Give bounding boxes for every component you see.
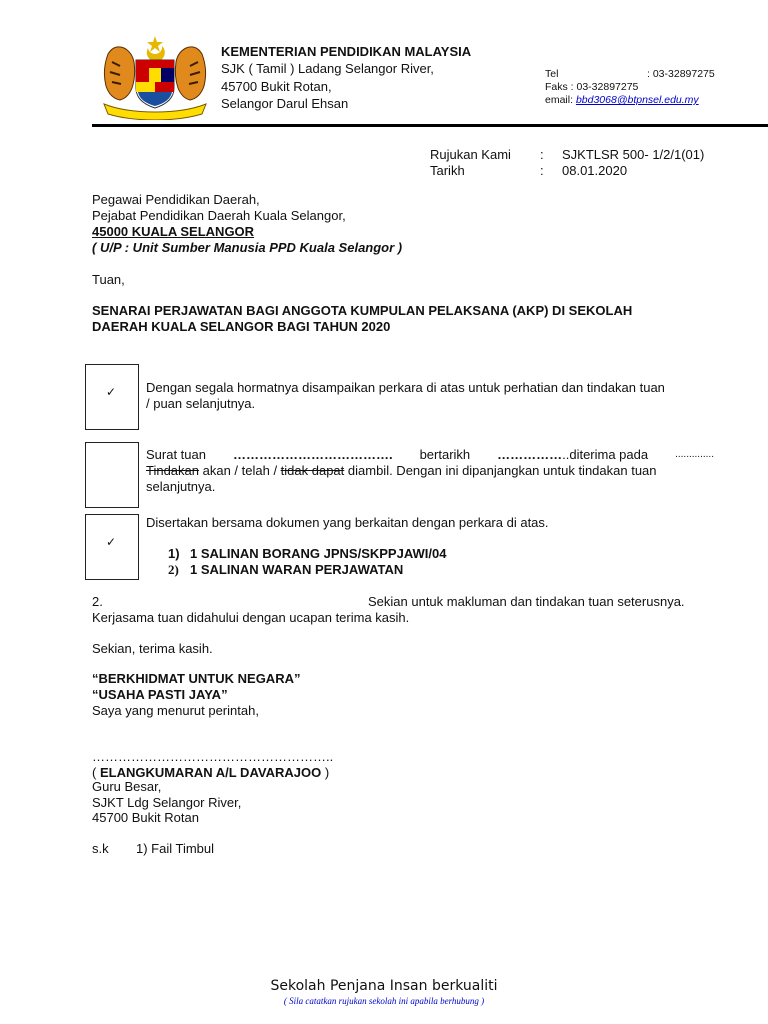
box3-text [146,515,714,531]
para2-text-a: Sekian untuk makluman dan tindakan tuan seterusnya. [368,594,685,609]
enclosure-item-2 [168,562,403,578]
perintah: Saya yang menurut perintah, [92,703,259,718]
enclosure-item-2-text: 1 SALINAN WARAN PERJAWATAN [190,562,404,577]
para2-number: 2. [92,594,103,609]
box2-surat-tuan: Surat tuan [146,447,206,462]
email-line [545,92,699,108]
signer-school: SJKT Ldg Selangor River, [92,795,242,810]
subject-line-2: DAERAH KUALA SELANGOR BAGI TAHUN 2020 [92,319,391,334]
signer-address: 45700 Bukit Rotan [92,810,199,825]
box2-text [146,447,714,495]
box1-text [146,380,714,412]
tel-value: : 03-32897275 [647,68,715,80]
school-state: Selangor Darul Ehsan [221,96,349,111]
check-icon: ✓ [106,385,117,399]
recipient-postcode [92,224,254,240]
tel-label: Tel [545,68,559,80]
check-icon: ✓ [106,535,117,549]
tarikh-colon: : [540,163,544,178]
rujukan-label: Rujukan Kami [430,147,511,162]
date-row [430,163,627,179]
signature-line: ……………………………………………….. [92,749,334,764]
malaysia-coat-of-arms [96,34,214,120]
box2-bertarikh: bertarikh [419,447,471,462]
motto-1: “BERKHIDMAT UNTUK NEGARA” [92,671,301,686]
motto-2: “USAHA PASTI JAYA” [92,687,228,702]
box2-line-1 [146,447,714,463]
box3-line-1: Disertakan bersama dokumen yang berkaitan dengan perkara di atas. [146,515,549,530]
sk-label: s.k [92,841,109,856]
recipient-postcode-text: 45000 KUALA SELANGOR [92,224,255,239]
signer-name: ELANGKUMARAN A/L DAVARAJOO [99,765,322,780]
signer-open-paren: ( [92,765,100,780]
school-address-line: 45700 Bukit Rotan, [221,79,332,94]
recipient-attention: ( U/P : Unit Sumber Manusia PPD Kuala Selangor ) [92,240,403,255]
sk-item: 1) Fail Timbul [136,841,215,856]
signer-close-paren: ) [321,765,330,780]
enclosure-item-2-num: 2) [168,562,179,577]
signer-title: Guru Besar, [92,779,162,794]
box2-tindakan-struck: Tindakan [146,463,199,478]
closing: Sekian, terima kasih. [92,641,213,656]
enclosure-item-1-num: 1) [168,546,180,561]
box2-line-3: selanjutnya. [146,479,216,494]
rujukan-colon: : [540,147,544,162]
recipient-line-1: Pegawai Pendidikan Daerah, [92,192,260,207]
checkbox-disertakan[interactable] [85,514,139,580]
box2-diambil: diambil. Dengan ini dipanjangkan untuk tindakan tuan [344,463,657,478]
box2-dots-3: .............. [675,449,714,460]
box2-diterima: ..diterima pada [562,447,649,462]
checkbox-surat-tuan[interactable] [85,442,139,508]
box2-tidak-dapat-struck: tidak dapat [280,463,345,478]
box2-dots-1: ………………………………. [232,447,393,462]
school-name: SJK ( Tamil ) Ladang Selangor River, [221,61,434,76]
tarikh-value: 08.01.2020 [562,163,628,178]
enclosure-item-1 [168,546,446,562]
footer-note: ( Sila catatkan rujukan sekolah ini apabila berhubung ) [283,996,485,1006]
footer-motto: Sekolah Penjana Insan berkualiti [270,978,498,994]
recipient-line-2: Pejabat Pendidikan Daerah Kuala Selangor, [92,208,346,223]
para2-text-b: Kerjasama tuan didahului dengan ucapan terima kasih. [92,610,410,625]
box2-akan-telah: akan / telah / [199,463,281,478]
subject-line-1: SENARAI PERJAWATAN BAGI ANGGOTA KUMPULAN PELAKSANA (AKP) DI SEKOLAH [92,303,633,318]
box1-line-2: / puan selanjutnya. [146,396,256,411]
reference-row [430,147,704,163]
rujukan-value: SJKTLSR 500- 1/2/1(01) [562,147,705,162]
email-label: email: [545,94,574,106]
checkbox-perhatian[interactable] [85,364,139,430]
box2-line-2 [146,463,714,479]
box1-line-1: Dengan segala hormatnya disampaikan perkara di atas untuk perhatian dan tindakan tuan [146,380,665,395]
email-link[interactable]: bbd3068@btpnsel.edu.my [575,94,699,106]
enclosure-item-1-text: 1 SALINAN BORANG JPNS/SKPPJAWI/04 [190,546,447,561]
header-divider [92,124,768,127]
fax-line: Faks : 03-32897275 [545,81,639,93]
salutation: Tuan, [92,272,125,287]
ministry-name: KEMENTERIAN PENDIDIKAN MALAYSIA [221,44,472,59]
tarikh-label: Tarikh [430,163,465,178]
box2-dots-2: …………… [497,447,563,462]
